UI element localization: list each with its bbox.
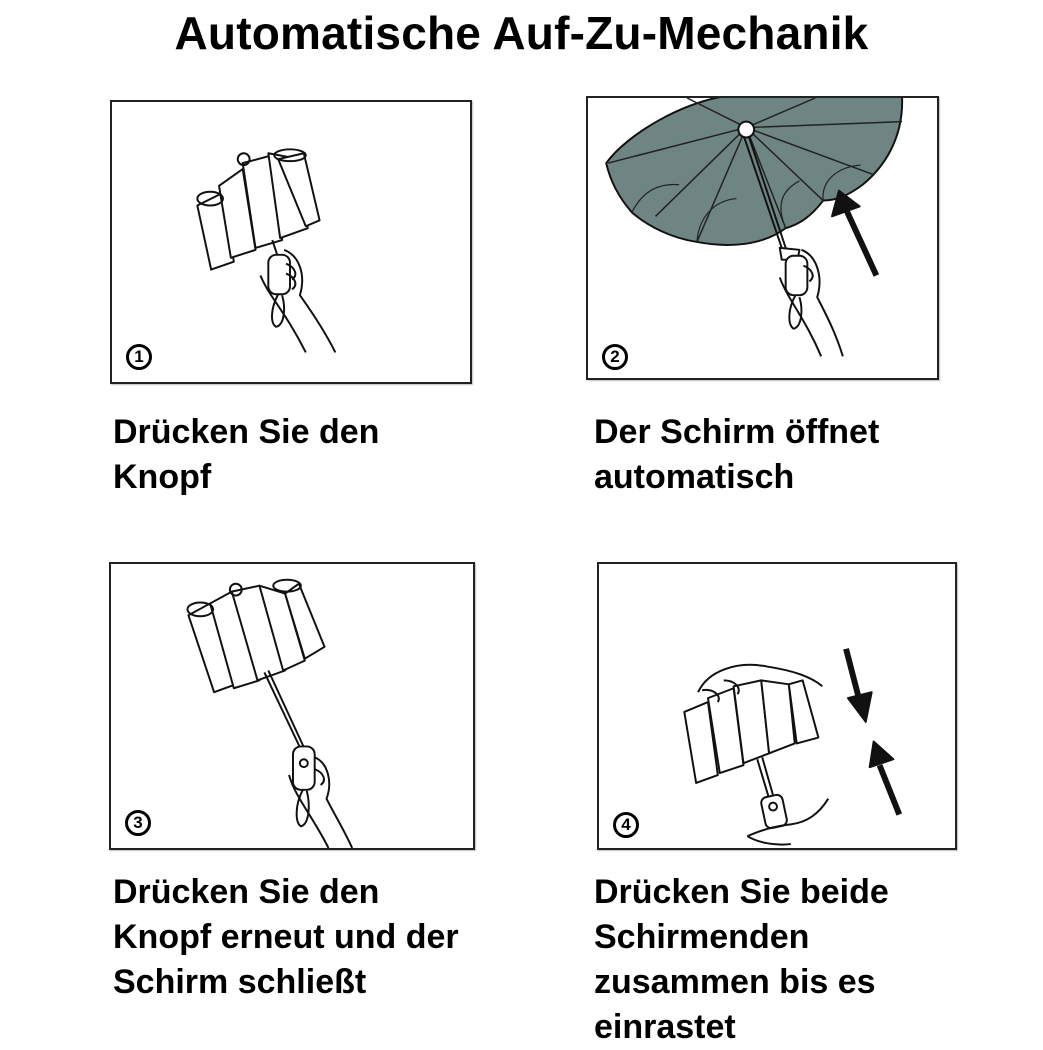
- step-2-caption: [594, 410, 879, 500]
- page-title: Automatische Auf-Zu-Mechanik: [174, 7, 869, 59]
- caption-line: Der Schirm öffnet: [594, 413, 880, 451]
- open-umbrella-hand-illustration: [588, 98, 937, 378]
- step-number-badge: 3: [125, 810, 151, 836]
- caption-line: automatisch: [594, 458, 795, 496]
- step-number-badge: 1: [126, 344, 152, 370]
- step-3-caption: [113, 870, 459, 1005]
- caption-line: Drücken Sie den: [113, 873, 380, 911]
- caption-line: Drücken Sie den: [113, 413, 380, 451]
- step-4-caption: [594, 870, 889, 1050]
- folded-umbrella-hand-illustration: [112, 102, 470, 382]
- caption-line: zusammen bis es: [594, 963, 876, 1001]
- step-1-caption: [113, 410, 379, 500]
- caption-line: Schirmenden: [594, 918, 810, 956]
- closing-umbrella-hand-illustration: [111, 564, 473, 848]
- step-4-panel: [597, 562, 957, 850]
- step-1-panel: [110, 100, 472, 384]
- caption-line: Schirm schließt: [113, 963, 367, 1001]
- step-3-panel: [109, 562, 475, 850]
- caption-line: einrastet: [594, 1008, 736, 1046]
- caption-line: Knopf erneut und der: [113, 918, 459, 956]
- step-number-badge: 4: [613, 812, 639, 838]
- caption-line: Drücken Sie beide: [594, 873, 889, 911]
- pressing-umbrella-ends-illustration: [599, 564, 955, 848]
- step-2-panel: [586, 96, 939, 380]
- caption-line: Knopf: [113, 458, 212, 496]
- step-number-badge: 2: [602, 344, 628, 370]
